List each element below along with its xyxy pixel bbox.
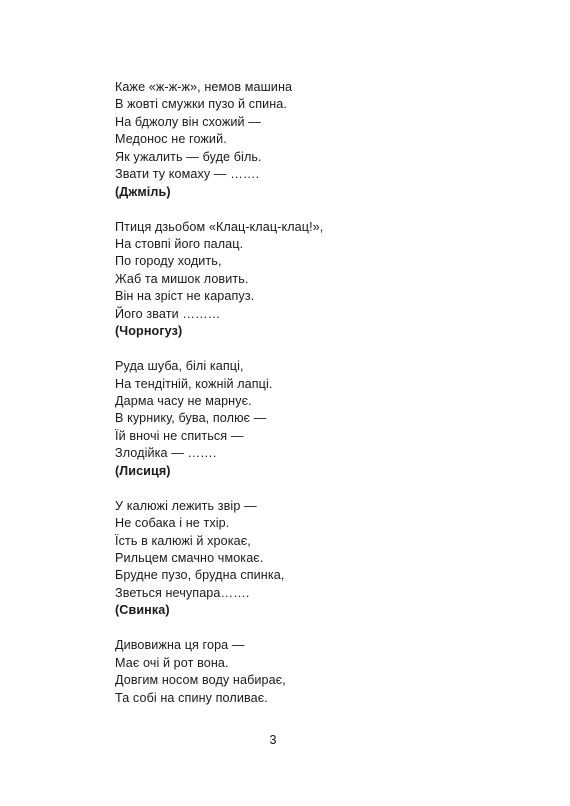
riddle-5 — [115, 637, 535, 707]
riddle-line: На бджолу він схожий — — [115, 114, 261, 129]
riddle-1 — [115, 79, 535, 201]
riddle-line: Його звати ……… — [115, 306, 221, 321]
riddle-line: Злодійка — ……. — [115, 446, 217, 461]
riddle-line: Він на зріст не карапуз. — [115, 289, 255, 304]
riddles-list — [115, 79, 535, 725]
riddle-line: Як ужалить — буде біль. — [115, 149, 262, 164]
riddle-line: Птиця дзьобом «Клац-клац-клац!», — [115, 219, 324, 234]
riddle-line: Зветься нечупара……. — [115, 585, 250, 600]
page-number: 3 — [269, 733, 277, 747]
riddle-answer: (Чорногуз) — [115, 324, 183, 339]
riddle-line: На тендітній, кожній лапці. — [115, 376, 273, 391]
riddle-line: У калюжі лежить звір — — [115, 498, 257, 513]
riddle-3 — [115, 358, 535, 480]
riddle-line: Дивовижна ця гора — — [115, 638, 245, 653]
riddle-line: Брудне пузо, брудна спинка, — [115, 568, 285, 583]
riddle-line: Руда шуба, білі капці, — [115, 359, 244, 374]
riddle-answer: (Джміль) — [115, 184, 171, 199]
riddle-line: По городу ходить, — [115, 254, 222, 269]
riddle-line: Має очі й рот вона. — [115, 655, 229, 670]
riddle-line: На стовпі його палац. — [115, 237, 244, 251]
riddle-line: Та собі на спину поливає. — [115, 690, 268, 705]
riddle-line: Жаб та мишок ловить. — [115, 271, 249, 286]
riddle-line: В курнику, бува, полює — — [115, 411, 267, 426]
riddle-answer: (Лисиця) — [115, 463, 171, 478]
riddle-answer: (Свинка) — [115, 603, 170, 618]
riddle-line: Їй вночі не спиться — — [115, 428, 244, 443]
riddle-4 — [115, 498, 535, 620]
riddle-line: Довгим носом воду набирає, — [115, 673, 286, 688]
riddle-line: Не собака і не тхір. — [115, 516, 230, 531]
riddle-2 — [115, 219, 535, 341]
riddle-line: Дарма часу не марнує. — [115, 394, 252, 408]
riddle-line: Каже «ж-ж-ж», немов машина — [115, 80, 293, 94]
riddle-line: Звати ту комаху — ……. — [115, 167, 260, 182]
riddle-line: Медонос не гожий. — [115, 132, 227, 147]
riddle-line: Їсть в калюжі й хрокає, — [115, 533, 251, 548]
riddle-line: В жовті смужки пузо й спина. — [115, 97, 288, 112]
riddle-line: Рильцем смачно чмокає. — [115, 551, 264, 565]
